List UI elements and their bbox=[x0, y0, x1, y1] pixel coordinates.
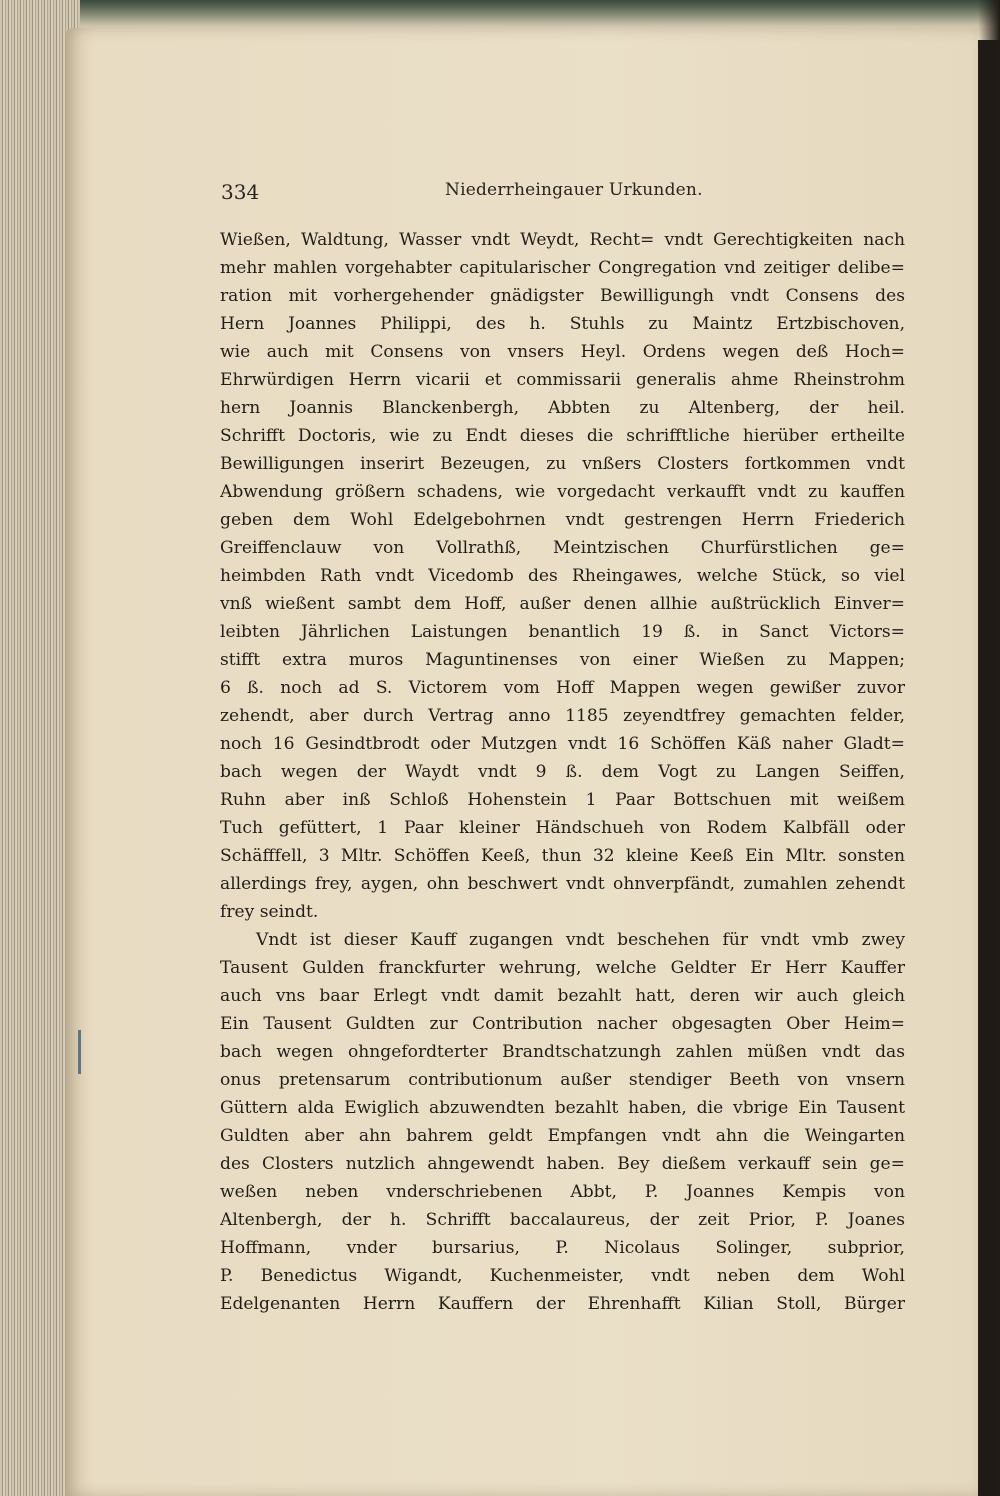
text-line: onus pretensarum contributionum außer stendiger Beeth von vnsern bbox=[220, 1070, 905, 1090]
page-number: 334 bbox=[221, 180, 260, 204]
text-line: weßen neben vnderschriebenen Abbt, P. Joannes Kempis von bbox=[220, 1182, 905, 1202]
text-line: Ruhn aber inß Schloß Hohenstein 1 Paar Bottschuen mit weißem bbox=[220, 790, 905, 810]
text-line: des Closters nutzlich ahngewendt haben. Bey dießem verkauff sein ge= bbox=[220, 1154, 905, 1174]
text-line: P. Benedictus Wigandt, Kuchenmeister, vndt neben dem Wohl bbox=[220, 1266, 905, 1286]
text-line: heimbden Rath vndt Vicedomb des Rheingawes, welche Stück, so viel bbox=[220, 566, 905, 586]
text-line: Hern Joannes Philippi, des h. Stuhls zu Maintz Ertzbischoven, bbox=[220, 314, 905, 334]
text-line: Schrifft Doctoris, wie zu Endt dieses die schrifftliche hierüber ertheilte bbox=[220, 426, 905, 446]
text-line: bach wegen der Waydt vndt 9 ß. dem Vogt zu Langen Seiffen, bbox=[220, 762, 905, 782]
text-line: vnß wießent sambt dem Hoff, außer denen allhie außtrücklich Einver= bbox=[220, 594, 905, 614]
text-line: bach wegen ohngefordterter Brandtschatzungh zahlen müßen vndt das bbox=[220, 1042, 905, 1062]
text-line: Schäfffell, 3 Mltr. Schöffen Keeß, thun 32 kleine Keeß Ein Mltr. sonsten bbox=[220, 846, 905, 866]
text-line: auch vns baar Erlegt vndt damit bezahlt hatt, deren wir auch gleich bbox=[220, 986, 905, 1006]
text-line: Ein Tausent Guldten zur Contribution nacher obgesagten Ober Heim= bbox=[220, 1014, 905, 1034]
text-line: Bewilligungen inserirt Bezeugen, zu vnßers Closters fortkommen vndt bbox=[220, 454, 905, 474]
body-text bbox=[220, 226, 905, 1318]
text-line: Edelgenanten Herrn Kauffern der Ehrenhafft Kilian Stoll, Bürger bbox=[220, 1294, 905, 1314]
spine-shadow bbox=[978, 0, 1000, 1496]
text-line: Abwendung größern schadens, wie vorgedacht verkaufft vndt zu kauffen bbox=[220, 482, 905, 502]
text-line: zehendt, aber durch Vertrag anno 1185 zeyendtfrey gemachten felder, bbox=[220, 706, 905, 726]
text-line: geben dem Wohl Edelgebohrnen vndt gestrengen Herrn Friederich bbox=[220, 510, 905, 530]
text-line: allerdings frey, aygen, ohn beschwert vndt ohnverpfändt, zumahlen zehendt bbox=[220, 874, 905, 894]
running-head bbox=[221, 176, 901, 206]
text-line: Guldten aber ahn bahrem geldt Empfangen vndt ahn die Weingarten bbox=[220, 1126, 905, 1146]
text-line: Ehrwürdigen Herrn vicarii et commissarii generalis ahme Rheinstrohm bbox=[220, 370, 905, 390]
text-line: mehr mahlen vorgehabter capitularischer Congregation vnd zeitiger delibe= bbox=[220, 258, 905, 278]
text-line-paragraph-start: Vndt ist dieser Kauff zugangen vndt beschehen für vndt vmb zwey bbox=[256, 930, 905, 950]
text-line: Tausent Gulden franckfurter wehrung, welche Geldter Er Herr Kauffer bbox=[220, 958, 905, 978]
text-line: Wießen, Waldtung, Wasser vndt Weydt, Recht= vndt Gerechtigkeiten nach bbox=[220, 230, 905, 250]
text-line: Hoffmann, vnder bursarius, P. Nicolaus Solinger, subprior, bbox=[220, 1238, 905, 1258]
text-line: Tuch gefüttert, 1 Paar kleiner Händschueh von Rodem Kalbfäll oder bbox=[220, 818, 905, 838]
text-line: wie auch mit Consens von vnsers Heyl. Ordens wegen deß Hoch= bbox=[220, 342, 905, 362]
text-line: stifft extra muros Maguntinenses von einer Wießen zu Mappen; bbox=[220, 650, 905, 670]
text-line: 6 ß. noch ad S. Victorem vom Hoff Mappen wegen gewißer zuvor bbox=[220, 678, 905, 698]
text-line: frey seindt. bbox=[220, 902, 319, 922]
text-line: Altenbergh, der h. Schrifft baccalaureus, der zeit Prior, P. Joanes bbox=[220, 1210, 905, 1230]
text-line: leibten Jährlichen Laistungen benantlich 19 ß. in Sanct Victors= bbox=[220, 622, 905, 642]
text-line: noch 16 Gesindtbrodt oder Mutzgen vndt 16 Schöffen Käß naher Gladt= bbox=[220, 734, 905, 754]
text-line: ration mit vorhergehender gnädigster Bewilligungh vndt Consens des bbox=[220, 286, 905, 306]
text-line: Güttern alda Ewiglich abzuwendten bezahlt haben, die vbrige Ein Tausent bbox=[220, 1098, 905, 1118]
gutter-mark bbox=[78, 1030, 81, 1074]
running-title: Niederrheingauer Urkunden. bbox=[445, 180, 703, 200]
text-line: hern Joannis Blanckenbergh, Abbten zu Altenberg, der heil. bbox=[220, 398, 905, 418]
text-line: Greiffenclauw von Vollrathß, Meintzischen Churfürstlichen ge= bbox=[220, 538, 905, 558]
